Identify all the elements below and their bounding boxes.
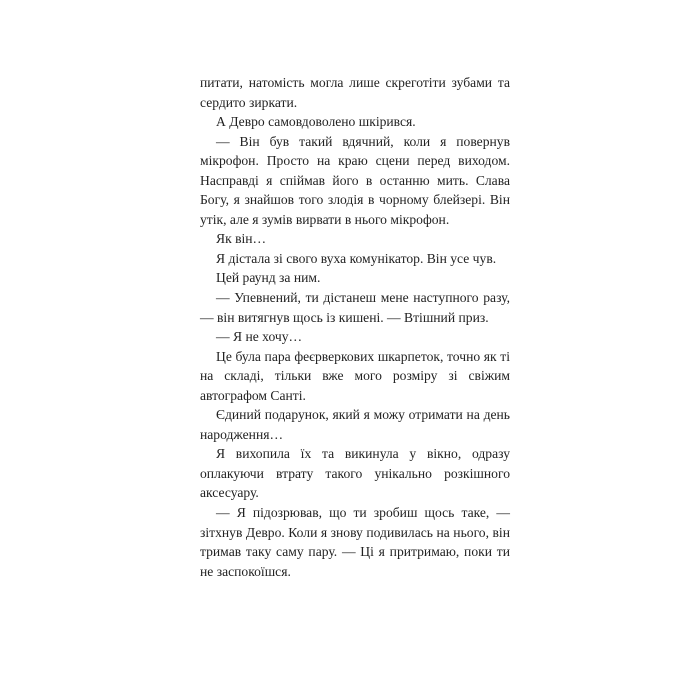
paragraph: питати, натомість могла лише скреготіти зубами та сердито зиркати. [200,75,510,110]
paragraph: Цей раунд за ним. [216,270,321,286]
paragraph: Я дістала зі свого вуха комунікатор. Він усе чув. [216,250,497,266]
paragraph: — Я підозрював, що ти зробиш щось таке, — зітхнув Деврo. Коли я знову подивилась на нього, він тримав таку саму пару. — Ці я притримаю, поки ти не заспокоїшся. [200,505,510,579]
paragraph: — Він був такий вдячний, коли я повернув мікрофон. Просто на краю сцени перед виходом. Насправді я спіймав його в останню мить. Слава Богу, я знайшов того злодія в чорному блейзері. Він утік, але я зумів вирвати в нього мікрофон. [200,133,510,227]
paragraph: А Деврo самовдоволено шкірився. [216,114,416,130]
body-text [200,73,510,581]
paragraph: — Я не хочу… [216,329,303,345]
paragraph: Це була пара феєрверкових шкарпеток, точно як ті на складі, тільки вже мого розміру зі свіжим автографом Санті. [200,348,510,403]
paragraph: Я вихопила їх та викинула у вікно, одразу оплакуючи втрату такого унікально розкішного аксесуару. [200,446,510,501]
paragraph: — Упевнений, ти дістанеш мене наступного разу, — він витягнув щось із кишені. — Втішний приз. [200,290,510,325]
paragraph: Єдиний подарунок, який я можу отримати на день народження… [200,407,510,442]
paragraph: Як він… [216,231,267,247]
